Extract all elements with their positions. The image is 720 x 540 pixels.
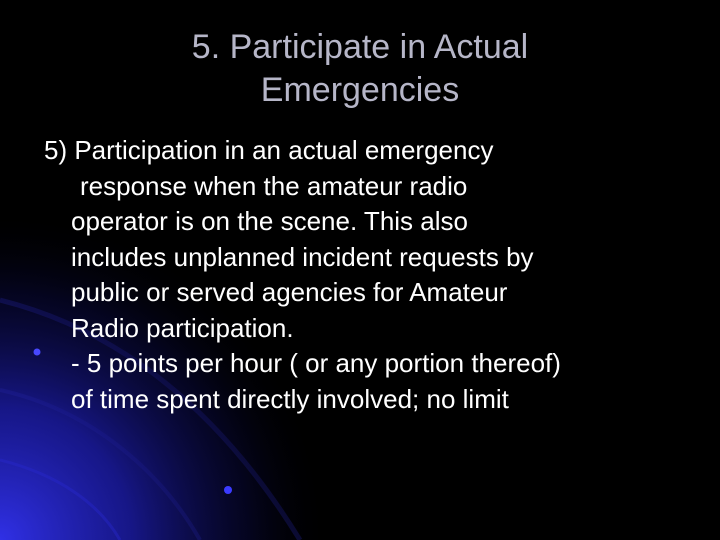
- body-line: includes unplanned incident requests by: [71, 241, 534, 272]
- body-line: Radio participation.: [71, 312, 294, 343]
- slide-body: [44, 133, 704, 417]
- body-line: of time spent directly involved; no limit: [71, 383, 509, 414]
- sparkle-dot: [224, 486, 232, 494]
- slide-title: [60, 26, 660, 112]
- body-line: - 5 points per hour ( or any portion thereof): [71, 348, 561, 378]
- body-line: operator is on the scene. This also: [71, 206, 468, 236]
- body-line: response when the amateur radio: [80, 170, 468, 201]
- body-line: public or served agencies for Amateur: [71, 277, 508, 307]
- title-line-2: Emergencies: [260, 71, 460, 109]
- sparkle-dot: [34, 349, 41, 356]
- title-line-1: 5. Participate in Actual: [191, 28, 529, 66]
- body-line: 5) Participation in an actual emergency: [44, 135, 494, 165]
